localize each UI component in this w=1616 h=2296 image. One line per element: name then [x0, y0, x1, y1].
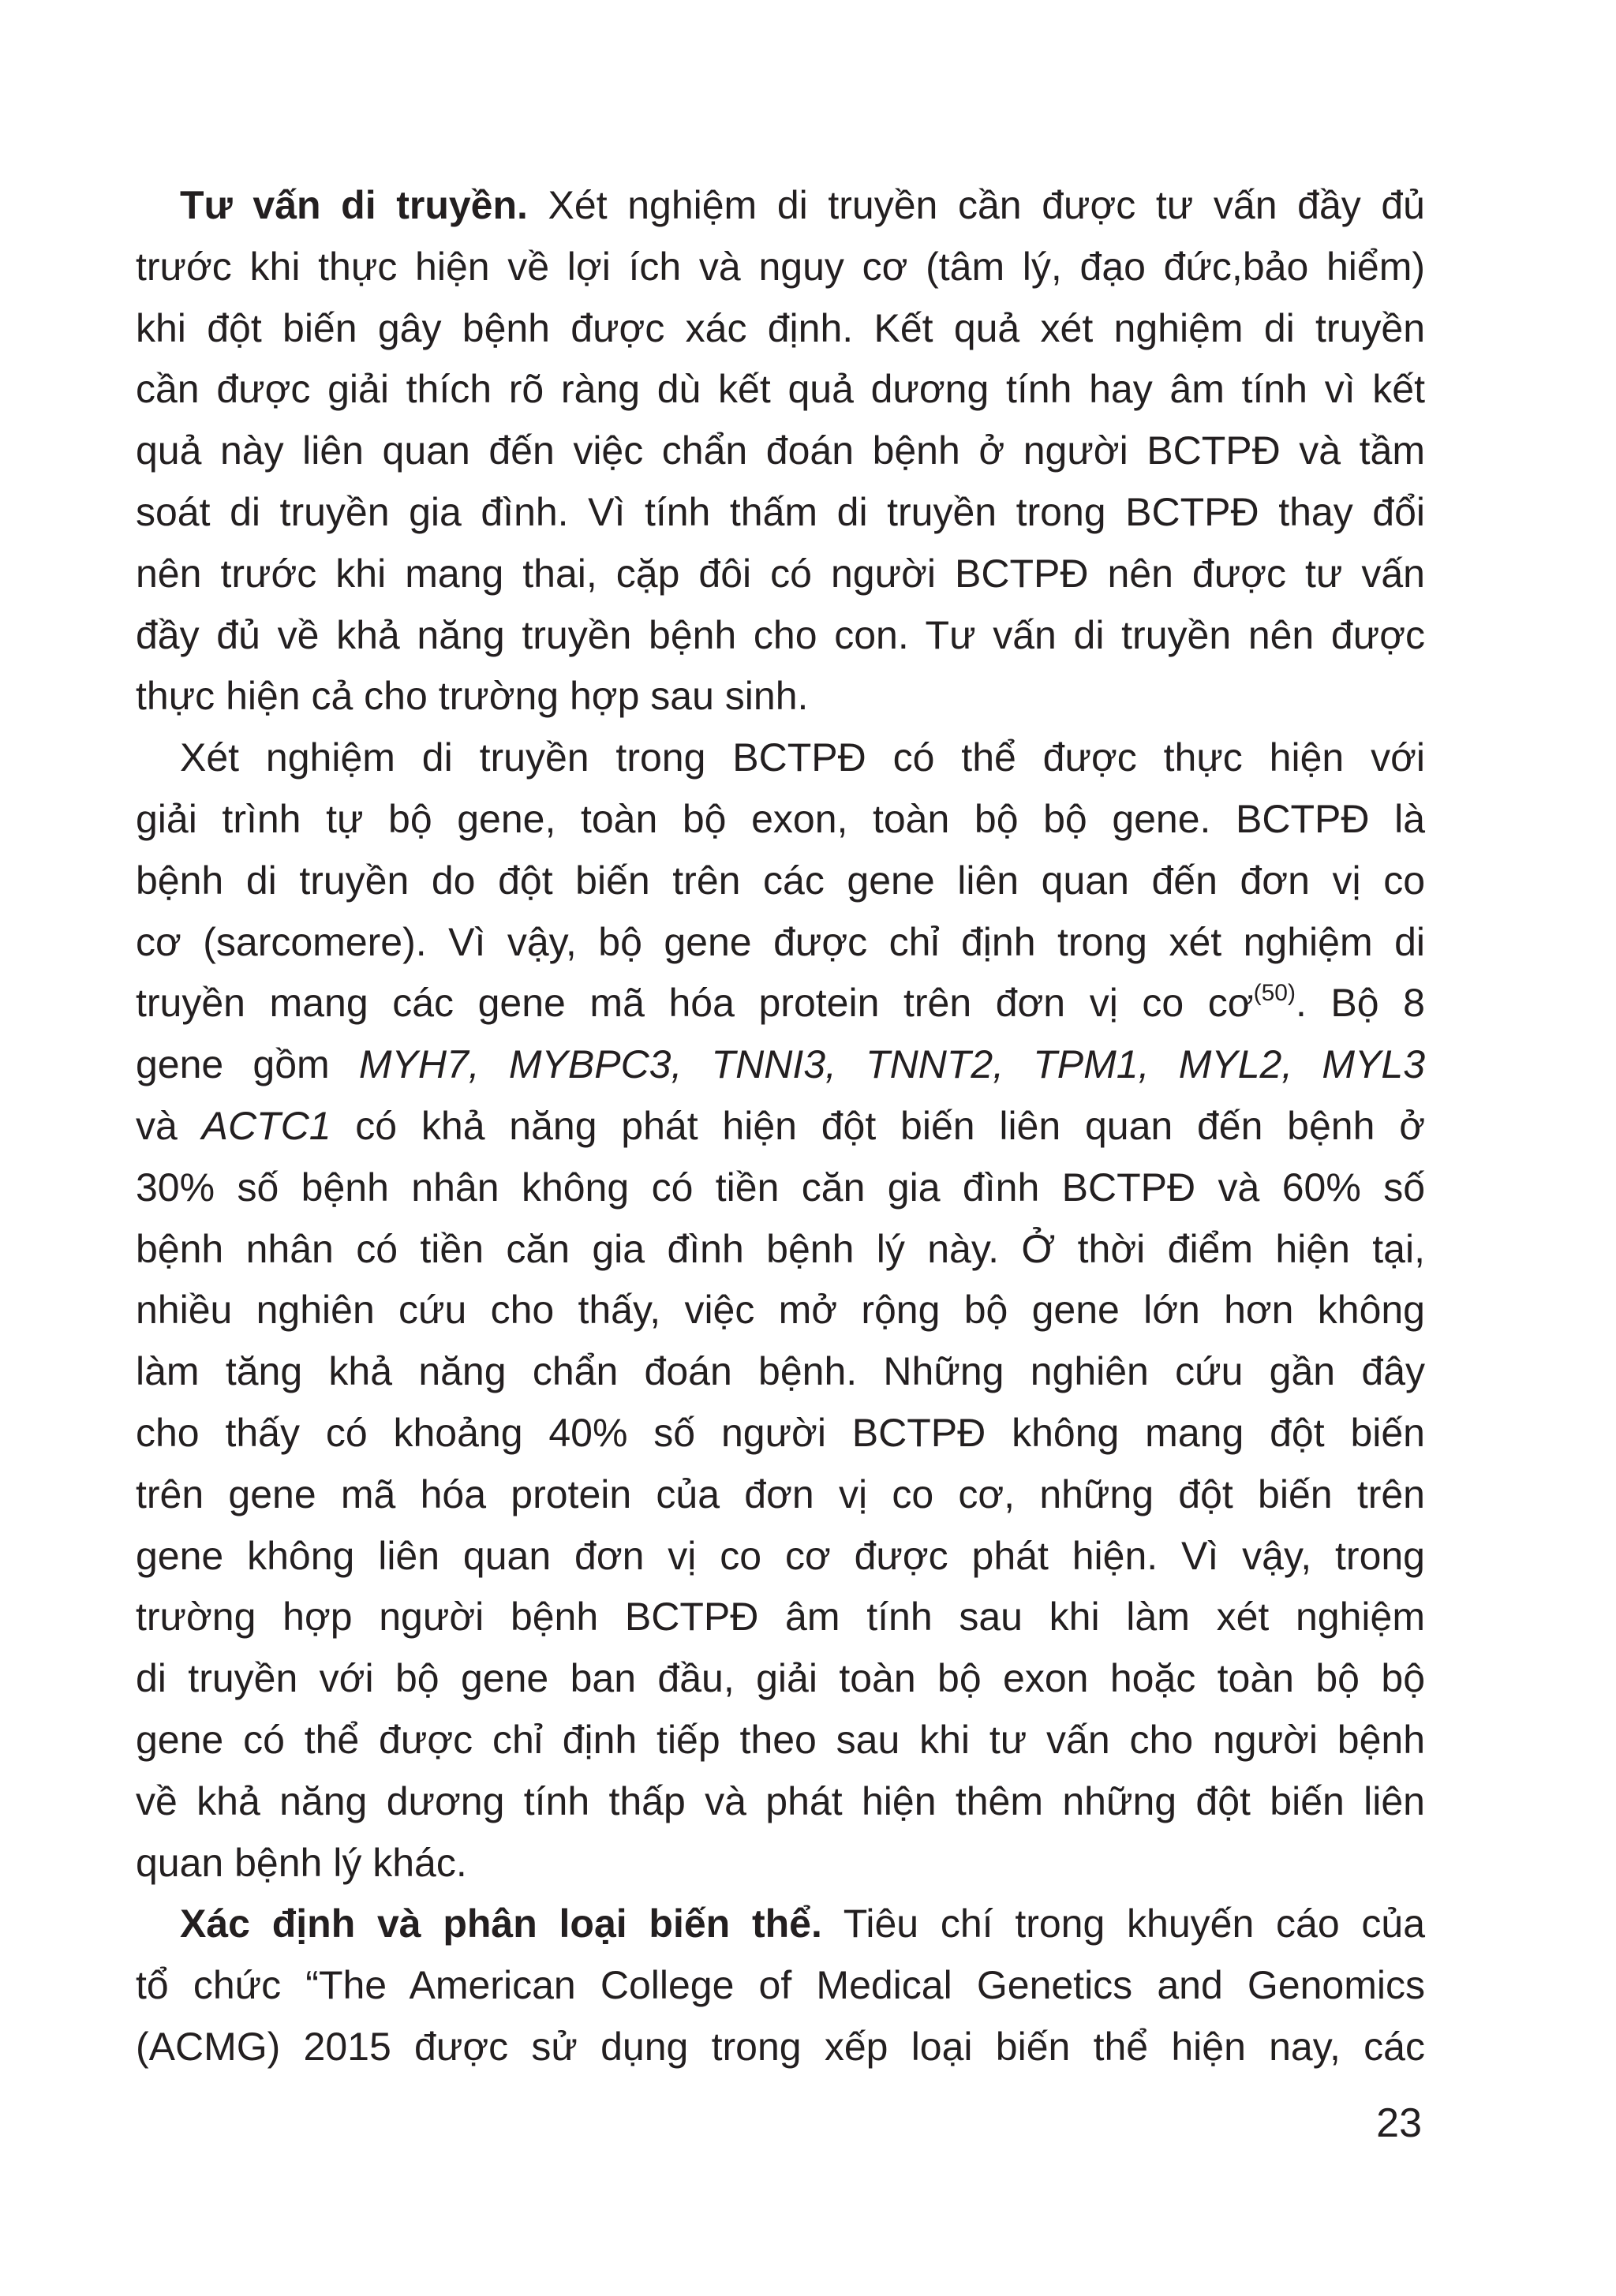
text-line: (ACMG) 2015 được sử dụng trong xếp loại biến thể hiện nay, các	[136, 2024, 1425, 2069]
text-line: trước khi thực hiện về lợi ích và nguy cơ (tâm lý, đạo đức,bảo hiểm)	[136, 244, 1425, 289]
text-line	[136, 1894, 1425, 1955]
text-line: trường hợp người bệnh BCTPĐ âm tính sau khi làm xét nghiệm	[136, 1595, 1425, 1640]
text-line: gene có thể được chỉ định tiếp theo sau khi tư vấn cho người bệnh	[136, 1717, 1425, 1762]
line-text: và	[136, 1103, 202, 1148]
text-line	[136, 1096, 1425, 1157]
gene-list: MYH7, MYBPC3, TNNI3, TNNT2, TPM1, MYL2, MYL3	[358, 1042, 1425, 1087]
text-line: quả này liên quan đến việc chẩn đoán bệnh ở người BCTPĐ và tầm	[136, 428, 1425, 473]
text-line: Xét nghiệm di truyền trong BCTPĐ có thể được thực hiện với	[180, 735, 1425, 780]
text-line: tổ chức “The American College of Medical Genetics and Genomics	[136, 1963, 1425, 2008]
line-text: Xét nghiệm di truyền cần được tư vấn đầy đủ	[527, 183, 1425, 227]
text-line: làm tăng khả năng chẩn đoán bệnh. Những nghiên cứu gần đây	[136, 1349, 1425, 1394]
line-text: . Bộ 8	[1295, 981, 1425, 1026]
text-line: cần được giải thích rõ ràng dù kết quả dương tính hay âm tính vì kết	[136, 367, 1425, 412]
document-body	[136, 175, 1425, 2078]
line-text: gene gồm	[136, 1042, 359, 1087]
section-heading: Xác định và phân loại biến thể.	[180, 1901, 822, 1946]
text-line: quan bệnh lý khác.	[136, 1840, 467, 1885]
text-line	[136, 1034, 1425, 1096]
text-line: khi đột biến gây bệnh được xác định. Kết quả xét nghiệm di truyền	[136, 305, 1425, 350]
text-line: cho thấy có khoảng 40% số người BCTPĐ không mang đột biến	[136, 1410, 1425, 1455]
line-text: Tiêu chí trong khuyến cáo của	[821, 1901, 1425, 1946]
page-number: 23	[1376, 2100, 1422, 2146]
text-line: soát di truyền gia đình. Vì tính thấm di truyền trong BCTPĐ thay đổi	[136, 489, 1425, 534]
text-line: trên gene mã hóa protein của đơn vị co cơ, những đột biến trên	[136, 1471, 1425, 1516]
line-text: truyền mang các gene mã hóa protein trên đơn vị co cơ	[136, 981, 1254, 1026]
text-line: bệnh di truyền do đột biến trên các gene liên quan đến đơn vị co	[136, 858, 1425, 903]
text-line: về khả năng dương tính thấp và phát hiện thêm những đột biến liên	[136, 1778, 1425, 1823]
text-line: bệnh nhân có tiền căn gia đình bệnh lý này. Ở thời điểm hiện tại,	[136, 1226, 1425, 1271]
text-line: giải trình tự bộ gene, toàn bộ exon, toàn bộ bộ gene. BCTPĐ là	[136, 796, 1425, 841]
text-line: đầy đủ về khả năng truyền bệnh cho con. Tư vấn di truyền nên được	[136, 612, 1425, 657]
text-line: di truyền với bộ gene ban đầu, giải toàn bộ exon hoặc toàn bộ bộ	[136, 1656, 1425, 1701]
text-line	[136, 973, 1425, 1034]
text-line: gene không liên quan đơn vị co cơ được phát hiện. Vì vậy, trong	[136, 1533, 1425, 1578]
gene-name: ACTC1	[201, 1103, 331, 1148]
text-line: cơ (sarcomere). Vì vậy, bộ gene được chỉ định trong xét nghiệm di	[136, 919, 1425, 964]
citation-superscript: (50)	[1253, 980, 1296, 1007]
text-line	[136, 175, 1425, 237]
text-line: thực hiện cả cho trường hợp sau sinh.	[136, 674, 809, 719]
text-line: nhiều nghiên cứu cho thấy, việc mở rộng bộ gene lớn hơn không	[136, 1288, 1425, 1333]
text-line: nên trước khi mang thai, cặp đôi có người BCTPĐ nên được tư vấn	[136, 551, 1425, 596]
section-heading: Tư vấn di truyền.	[180, 183, 528, 227]
text-line: 30% số bệnh nhân không có tiền căn gia đình BCTPĐ và 60% số	[136, 1165, 1425, 1210]
line-text: có khả năng phát hiện đột biến liên quan đến bệnh ở	[331, 1103, 1425, 1148]
